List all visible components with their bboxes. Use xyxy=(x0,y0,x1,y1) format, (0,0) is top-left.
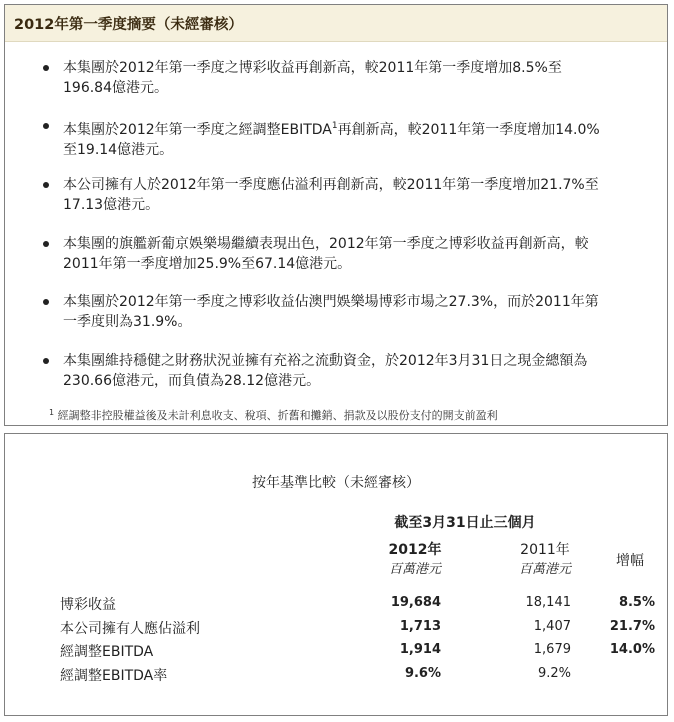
column-header-change: 增幅 xyxy=(616,553,644,569)
summary-panel xyxy=(4,4,668,426)
summary-bullet-6: 本集團維持穩健之財務狀況並擁有充裕之流動資金，於2012年3月31日之現金總額為 230.66億港元，而負債為28.12億港元。 xyxy=(43,351,633,391)
summary-bullet-3: 本公司擁有人於2012年第一季度應佔溢利再創新高，較2011年第一季度增加21.7%至 17.13億港元。 xyxy=(43,175,633,215)
footnote: $^1$ 經調整非控股權益後及未計利息收支、稅項、折舊和攤銷、捐款及以股份支付的開支前盈利 xyxy=(49,408,498,422)
bullet-dot-icon xyxy=(43,299,49,305)
summary-bullet-5: 本集團於2012年第一季度之博彩收益佔澳門娛樂場博彩市場之27.3%，而於2011年第 一季度則為31.9%。 xyxy=(43,292,633,332)
bullet-dot-icon xyxy=(43,65,49,71)
bullet-dot-icon xyxy=(43,241,49,247)
summary-bullet-1: 本集團於2012年第一季度之博彩收益再創新高，較2011年第一季度增加8.5%至 196.84億港元。 xyxy=(43,58,633,98)
bullet-dot-icon xyxy=(43,358,49,364)
bullet-dot-icon xyxy=(43,123,49,129)
period-heading: 截至3月31日止三個月 xyxy=(394,515,536,531)
summary-bullet-4: 本集團的旗艦新葡京娛樂場繼續表現出色，2012年第一季度之博彩收益再創新高，較 2011年第一季度增加25.9%至67.14億港元。 xyxy=(43,234,633,274)
summary-bullet-2: 本集團於2012年第一季度之經調整EBITDA$^1$再創新高，較2011年第一季度增加14.0% 至19.14億港元。 xyxy=(43,116,633,160)
column-header-2011: 2011年 百萬港元 xyxy=(518,542,571,577)
comparison-panel: 按年基準比較（未經審核） 截至3月31日止三個月 2012年 百萬港元 2011年 百萬港元 增幅 博彩收益 19,684 18,141 8.5% 本公司擁有人應佔溢利 1,713 1,407 21.7% 經調整EBITDA 1,914 1,679 14.0% 經調整EBITDA率 9.6% 9.2% xyxy=(4,433,668,716)
bullet-dot-icon xyxy=(43,182,49,188)
comparison-title: 按年基準比較（未經審核） xyxy=(252,475,420,491)
summary-title: 2012年第一季度摘要（未經審核） xyxy=(5,5,667,42)
column-header-2012: 2012年 百萬港元 xyxy=(388,542,442,577)
footnote-marker: 1 xyxy=(331,121,338,131)
